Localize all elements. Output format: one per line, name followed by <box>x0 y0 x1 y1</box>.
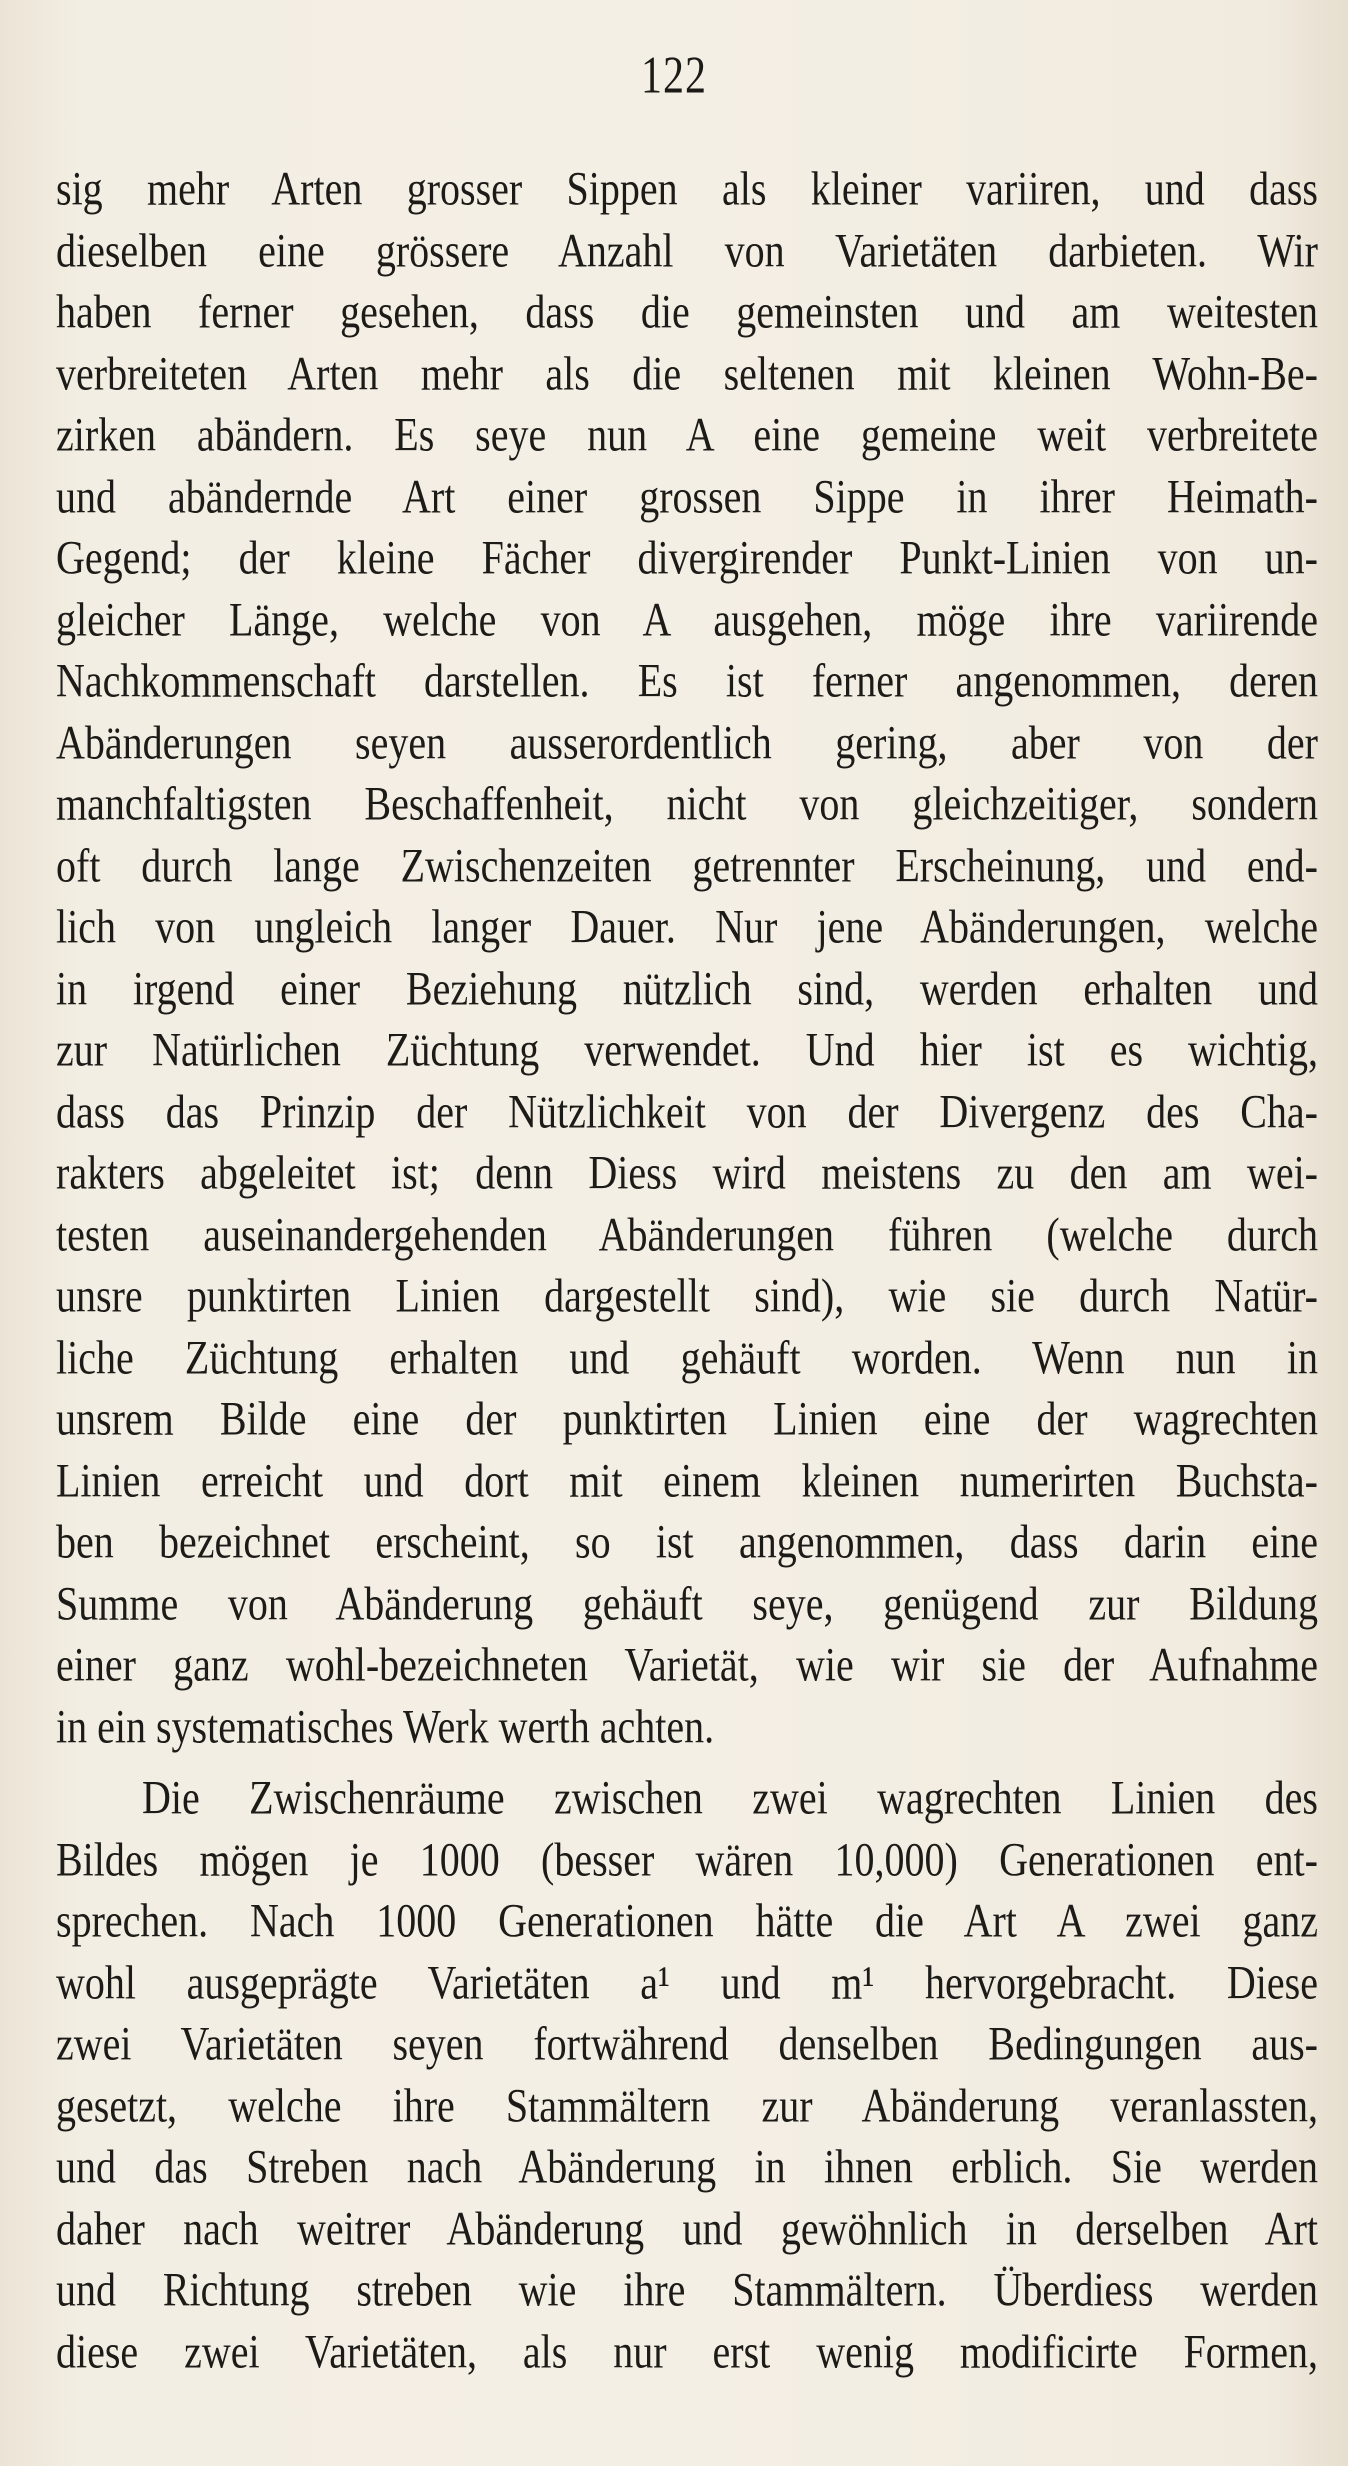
text-line: Die Zwischenräume zwischen zwei wagrechten Linien des <box>142 1770 1318 1825</box>
text-line: und das Streben nach Abänderung in ihnen erblich. Sie werden <box>56 2139 1318 2194</box>
text-line: zur Natürlichen Züchtung verwendet. Und hier ist es wichtig, <box>56 1022 1318 1077</box>
text-line: testen auseinandergehenden Abänderungen führen (welche durch <box>56 1207 1318 1261</box>
text-line: unsre punktirten Linien dargestellt sind), wie sie durch Natür- <box>56 1268 1318 1323</box>
text-line: wohl ausgeprägte Varietäten a¹ und m¹ hervorgebracht. Diese <box>56 1955 1318 2009</box>
text-line: liche Züchtung erhalten und gehäuft worden. Wenn nun in <box>56 1330 1318 1384</box>
text-line: Linien erreicht und dort mit einem kleinen numerirten Buchsta- <box>56 1453 1318 1507</box>
text-line: in irgend einer Beziehung nützlich sind, werden erhalten und <box>56 961 1318 1015</box>
body-text <box>56 158 1318 2382</box>
text-line: verbreiteten Arten mehr als die seltenen mit kleinen Wohn-Be- <box>56 346 1318 400</box>
text-line: und abändernde Art einer grossen Sippe in ihrer Heimath- <box>56 469 1318 523</box>
text-line: zwei Varietäten seyen fortwährend denselben Bedingungen aus- <box>56 2016 1318 2071</box>
paragraph-1 <box>56 158 1318 1757</box>
text-line: Bildes mögen je 1000 (besser wären 10,000) Generationen ent- <box>56 1832 1318 1886</box>
text-line: diese zwei Varietäten, als nur erst wenig modificirte Formen, <box>56 2324 1318 2378</box>
paragraph-2 <box>56 1767 1318 2382</box>
text-line: sig mehr Arten grosser Sippen als kleiner variiren, und dass <box>56 161 1318 216</box>
text-line: sprechen. Nach 1000 Generationen hätte die Art A zwei ganz <box>56 1893 1318 1948</box>
text-line: lich von ungleich langer Dauer. Nur jene Abänderungen, welche <box>56 899 1318 954</box>
text-line: zirken abändern. Es seye nun A eine gemeine weit verbreitete <box>56 407 1318 462</box>
text-line: haben ferner gesehen, dass die gemeinsten und am weitesten <box>56 284 1318 339</box>
text-line: gesetzt, welche ihre Stammältern zur Abänderung veranlassten, <box>56 2078 1318 2132</box>
text-line: daher nach weitrer Abänderung und gewöhnlich in derselben Art <box>56 2201 1318 2255</box>
text-line: Nachkommenschaft darstellen. Es ist ferner angenommen, deren <box>56 653 1318 708</box>
page-number: 122 <box>641 47 707 105</box>
text-line: Summe von Abänderung gehäuft seye, genügend zur Bildung <box>56 1576 1318 1630</box>
text-line: unsrem Bilde eine der punktirten Linien eine der wagrechten <box>56 1391 1318 1446</box>
text-line: Abänderungen seyen ausserordentlich gering, aber von der <box>56 715 1318 769</box>
text-line: Gegend; der kleine Fächer divergirender Punkt-Linien von un- <box>56 530 1318 585</box>
text-line: und Richtung streben wie ihre Stammältern. Überdiess werden <box>56 2262 1318 2317</box>
text-line: einer ganz wohl-bezeichneten Varietät, wie wir sie der Aufnahme <box>56 1637 1318 1692</box>
text-line: ben bezeichnet erscheint, so ist angenommen, dass darin eine <box>56 1514 1318 1569</box>
text-line: manchfaltigsten Beschaffenheit, nicht von gleichzeitiger, sondern <box>56 776 1318 831</box>
text-line: rakters abgeleitet ist; denn Diess wird meistens zu den am wei- <box>56 1145 1318 1200</box>
text-line: oft durch lange Zwischenzeiten getrennter Erscheinung, und end- <box>56 838 1318 892</box>
text-line: in ein systematisches Werk werth achten. <box>56 1699 715 1753</box>
text-line: dass das Prinzip der Nützlichkeit von der Divergenz des Cha- <box>56 1084 1318 1138</box>
text-line: gleicher Länge, welche von A ausgehen, möge ihre variirende <box>56 592 1318 646</box>
text-line: dieselben eine grössere Anzahl von Varietäten darbieten. Wir <box>56 223 1318 277</box>
